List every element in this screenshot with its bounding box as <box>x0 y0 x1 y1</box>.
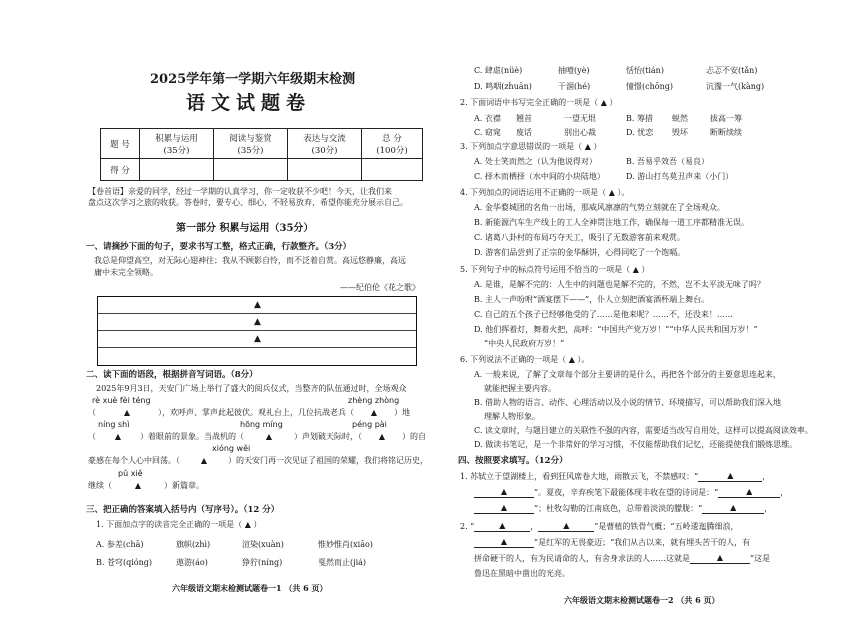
q3-5-stem: 5. 下列句子中的标点符号运用不恰当的一项是（ ▲ ） <box>460 265 650 274</box>
option-text: D. 他们挥着灯，舞着火把，高呼：“中国共产党万岁！”“中华人民共和国万岁！” <box>474 325 758 334</box>
score-table-row-label: 题 号 <box>101 129 140 159</box>
option-c-word: 忐忑不安(tǎn) <box>706 66 758 75</box>
option-text: 一望无垠 <box>564 114 596 123</box>
option-d-word: 沆瀣一气(kàng) <box>706 82 765 91</box>
option-text: 蜕然 <box>672 114 688 123</box>
option-text: C. 诸葛八卦村的布局巧夺天工，吸引了无数游客前来观赏。 <box>474 233 685 242</box>
q4-title: 四、按照要求填写。（12分） <box>458 456 568 466</box>
option-text: B. 吾易乎效吾（易良） <box>626 157 709 166</box>
option-text: A. 处士笑而然之（认为他说得对） <box>474 157 597 166</box>
option-b: B. 苍穹(qióng) <box>96 558 152 567</box>
option-text: D. 做读书笔记，是一个非常好的学习习惯，不仅能帮助我们记忆，还能提使我们锻炼思维。 <box>474 440 798 449</box>
intro-line-1: 【卷首语】亲爱的同学，经过一学期的认真学习，你一定收获不少吧！今天，让我们来 <box>88 187 392 196</box>
option-b-word: 遨游(áo) <box>176 558 208 567</box>
option-text: 理解人物形象。 <box>484 412 540 421</box>
q3-2-stem: 2. 下面词语中书写完全正确的一项是（ ▲ ） <box>460 98 618 107</box>
option-text: 翘首 <box>516 114 532 123</box>
option-text: B. 主人一声吩咐“酒宴摆下——”，仆人立刻把酒宴酒杯端上舞台。 <box>474 295 710 304</box>
answer-triangle: ▲ <box>254 317 261 327</box>
fill-blank[interactable]: ▲ <box>702 503 764 514</box>
option-c-word: 恬怡(tián) <box>626 66 664 75</box>
q3-title: 三、把正确的答案填入括号内（写序号）。（12 分） <box>86 505 280 515</box>
q1-title: 一、请摘抄下面的句子，要求书写工整，格式正确，行款整齐。（3分） <box>86 242 352 252</box>
option-a-word: 渲染(xuàn) <box>242 540 284 549</box>
option-a-word: 惟妙惟肖(xiāo) <box>318 540 373 549</box>
paper-title: 语文试题卷 <box>186 92 312 114</box>
exam-title: 2025学年第一学期六年级期末检测 <box>150 72 356 87</box>
option-text: 毁坏 <box>672 128 688 137</box>
option-text: D. 游山打鸟莫丑声来（小门） <box>626 172 734 181</box>
option-text: 拔高一筹 <box>710 114 742 123</box>
q3-1-stem: 1. 下面加点字的读音完全正确的一项是（ ▲ ） <box>96 520 262 529</box>
q2-line-5: 继续（ ▲ ）新篇章。 <box>88 481 204 490</box>
score-cell[interactable] <box>362 159 423 181</box>
q1-text-1: 我总是仰望高空，对无际心翅神往；我从不顾影自怜，而不泛着自赏。高远悠静廉，高远 <box>94 256 406 265</box>
option-a: A. 参差(chā) <box>96 540 144 549</box>
footer-left: 六年级语文期末检测试题卷一1 （共 6 页） <box>172 583 328 593</box>
score-cell[interactable] <box>140 159 214 181</box>
fill-blank[interactable]: ▲ <box>718 487 780 498</box>
option-text: A. 衣襟 <box>474 114 501 123</box>
pinyin: xióng wěi <box>212 444 251 453</box>
q1-source: ——纪伯伦《花之歌》 <box>340 283 420 292</box>
option-text: “中央人民政府万岁！” <box>484 339 565 348</box>
q2-line-1: 2025年9月3日，天安门广场上举行了盛大的阅兵仪式，当整齐的队伍通过时，全场观众 <box>96 384 407 393</box>
q4-2-line-3: 拼命硬干的人，有为民请命的人，有舍身求法的人……这就是 ▲ ”这是 <box>474 553 771 563</box>
q2-line-3: （ ▲ ）着眼前的景象。当战机的（ ▲ ）声划破天际时，（ ▲ ）的自 <box>88 432 426 441</box>
score-table-col-4: 总 分 (100分) <box>362 129 423 159</box>
option-b-word: 戛然而止(jiá) <box>318 558 367 567</box>
option-text: C. 自己的五个孩子已经够他受的了……是他来呢？……不，还没来！…… <box>474 310 733 319</box>
q2-line-2: （ ▲ ），欢呼声、掌声此起彼伏。观礼台上，几位抗战老兵（ ▲ ）地 <box>88 408 410 417</box>
answer-triangle: ▲ <box>254 334 261 344</box>
option-text: 别出心裁 <box>564 128 596 137</box>
q4-1-line-2: ▲ ”。夏夜，辛弃疾笔下最能体现丰收在望的诗词是：“ ▲ ， <box>474 487 788 498</box>
answer-triangle: ▲ <box>254 300 261 310</box>
option-text: A. 金华婺城团的名角一出场，那威风凛凛的气势立刻就在了全场观众。 <box>474 203 725 212</box>
q2-title: 二、读下面的语段，根据拼音写词语。（8分） <box>86 370 258 380</box>
option-d-word: 憧憬(chōng) <box>626 82 673 91</box>
option-a-word: 旗帜(zhì) <box>176 540 211 549</box>
fill-blank[interactable]: ▲ <box>474 521 530 532</box>
option-text: C. 择木而栖择（水中间的小块陆地） <box>474 172 605 181</box>
pinyin: rè xuè fèi téng <box>92 396 151 405</box>
q2-line-4: 豪感在每个人心中回荡。（ ▲ ）的天安门再一次见证了祖国的荣耀，我们将铭记历史， <box>88 456 428 465</box>
part1-title: 第一部分 积累与运用（35分） <box>176 223 314 234</box>
score-table <box>100 128 423 181</box>
score-cell[interactable] <box>288 159 362 181</box>
option-d-word: 干涸(hé) <box>558 82 591 91</box>
q4-1-line-3: ▲ ”；杜牧勾勒的江南底色，总带着淡淡的朦胧：“ ▲ ， <box>474 503 772 514</box>
intro-line-2: 盘点这次学习之旅的收获。答卷时，要专心、细心，不轻易放弃，希望你能充分展示自己。 <box>88 198 408 207</box>
option-text: 断断续续 <box>710 128 742 137</box>
fill-blank[interactable]: ▲ <box>474 537 534 548</box>
fill-blank[interactable]: ▲ <box>474 503 534 514</box>
score-table-row-label: 得 分 <box>101 159 140 181</box>
q4-1-line-1: 1. 苏轼立于望湖楼上，看到狂风席卷大地，雨散云飞，不禁感叹：“ ▲ ， <box>460 471 771 481</box>
q4-2-line-4: 鲁迅在黑暗中凿出的光亮。 <box>474 569 570 578</box>
option-text: D. 忧恋 <box>626 128 654 137</box>
score-table-col-3: 表达与交流 (30分) <box>288 129 362 159</box>
score-cell[interactable] <box>214 159 288 181</box>
option-text: 废话 <box>516 128 532 137</box>
option-text: C. 窈窕 <box>474 128 501 137</box>
pinyin: níng shì <box>98 420 130 429</box>
score-table-col-2: 阅读与鉴赏 (35分) <box>214 129 288 159</box>
option-d: D. 鸣咽(zhuān) <box>474 82 532 91</box>
option-b-word: 狰狞(níng) <box>242 558 283 567</box>
option-text: 就能把握主要内容。 <box>484 384 556 393</box>
option-text: D. 游客们品尝到了正宗的金华酥饼，心得同吃了一个饱嗝。 <box>474 248 686 257</box>
q3-3-stem: 3. 下列加点字意思错误的一项是（ ▲ ） <box>460 142 602 151</box>
fill-blank[interactable]: ▲ <box>474 487 534 498</box>
fill-blank[interactable]: ▲ <box>690 553 750 564</box>
footer-right: 六年级语文期末检测试题卷一2 （共 6 页） <box>564 595 720 605</box>
option-text: B. 新能源汽车生产线上的工人全神贯注地工作，确保每一道工序都精准无误。 <box>474 218 749 227</box>
q4-2-line-2: ▲ ”是红军的无畏豪迈；“我们从古以来，就有埋头苦干的人，有 <box>474 537 750 548</box>
option-text: B. 借助人物的语言、动作、心理活动以及小说的情节、环境描写，可以帮助我们深入地 <box>474 398 781 407</box>
q3-4-stem: 4. 下列加点的词语运用不正确的一项是（ ▲ ）。 <box>460 188 630 197</box>
pinyin: pǔ xiě <box>118 469 143 478</box>
q3-6-stem: 6. 下列说法不正确的一项是（ ▲ ）。 <box>460 355 590 364</box>
option-text: A. 是谁，是解不完的：人生中的问题也是解不完的，不然，岂不太平淡无味了吗？ <box>474 280 765 289</box>
option-text: C. 读文章时，与题目建立的关联性不强的内容，需要适当改写自用处，这样可以提高阅读效率。 <box>474 426 813 435</box>
fill-blank[interactable]: ▲ <box>698 471 762 482</box>
q1-text-2: 庸中未完全领略。 <box>94 268 158 277</box>
pinyin: zhèng zhòng <box>348 396 400 405</box>
option-text: A. 一般来说，了解了文章每个部分主要讲的是什么，再把各个部分的主要意思连起来， <box>474 370 781 379</box>
pinyin: péng pài <box>352 420 387 429</box>
pinyin: hōng míng <box>240 420 283 429</box>
option-c: C. 肆虐(nüè) <box>474 66 523 75</box>
score-table-col-1: 积累与运用 (35分) <box>140 129 214 159</box>
q4-2-line-1: 2. “ ▲ ， ▲ ”是曹植的铁骨气概；“五岭逶迤腾细浪， <box>460 521 739 531</box>
option-c-word: 抽噎(yè) <box>558 66 590 75</box>
copy-writing-box[interactable] <box>97 296 417 366</box>
option-text: B. 筹措 <box>626 114 653 123</box>
fill-blank[interactable]: ▲ <box>538 521 594 532</box>
